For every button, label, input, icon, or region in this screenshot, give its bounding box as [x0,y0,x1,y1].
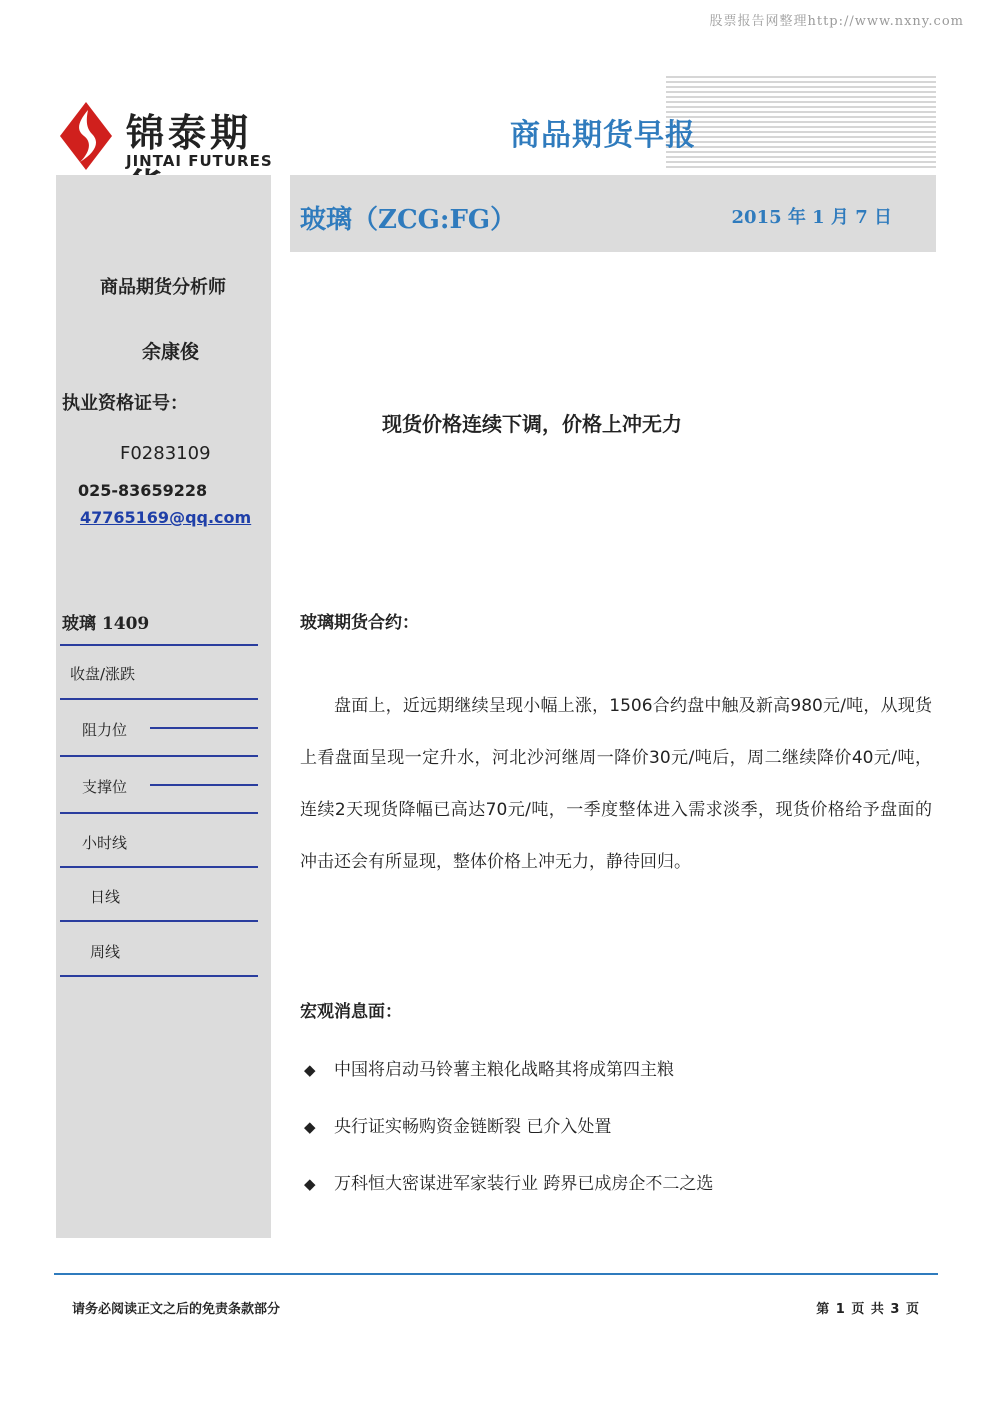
header-stripes [666,76,936,168]
report-title: 商品期货早报 [510,118,696,153]
analyst-name: 余康俊 [142,341,200,363]
divider-line [60,920,258,922]
email-link[interactable]: 47765169@qq.com [80,508,252,527]
diamond-bullet-icon: ◆ [304,1175,316,1193]
phone-number: 025-83659228 [78,481,208,500]
market-commentary: 盘面上，近远期继续呈现小幅上涨，1506合约盘中触及新高980元/吨，从现货上看盘面呈现一定升水，河北沙河继周一降价30元/吨后，周二继续降价40元/吨，连续2天现货降幅已高达70元/吨，一季度整体进入需求淡季，现货价格给予盘面的冲击还会有所显现，整体价格上冲无力，静待回归。 [300,696,932,872]
report-date: 2015 年 1 月 7 日 [731,207,892,228]
divider-line [60,812,258,814]
diamond-bullet-icon: ◆ [304,1118,316,1136]
divider-line [60,644,258,646]
news-text: 万科恒大密谋进军家装行业 跨界已成房企不二之选 [334,1174,714,1194]
row-hourly: 小时线 [82,834,128,852]
cert-number: F0283109 [120,443,211,464]
divider-line [60,698,258,700]
sidebar [56,175,271,1238]
cert-label: 执业资格证号： [62,393,188,414]
contract-label: 玻璃 1409 [62,614,150,634]
row-close-change: 收盘/涨跌 [70,665,136,683]
watermark: 股票报告网整理http://www.nxny.com [709,14,964,29]
headline: 现货价格连续下调，价格上冲无力 [382,412,682,436]
product-header [290,175,936,252]
analyst-label: 商品期货分析师 [100,277,226,298]
product-title: 玻璃（ZCG:FG） [300,205,517,235]
news-item [304,1112,611,1137]
row-support: 支撑位 [82,778,128,796]
logo-name-en: JINTAI FUTURES [126,152,273,170]
row-daily: 日线 [90,888,121,906]
company-logo [58,100,288,172]
footer-disclaimer: 请务必阅读正文之后的免责条款部分 [72,1302,281,1317]
news-item [304,1055,674,1080]
divider-line [60,755,258,757]
diamond-bullet-icon: ◆ [304,1061,316,1079]
row-weekly: 周线 [90,943,121,961]
page-number: 第 1 页 共 3 页 [816,1302,920,1317]
jintai-diamond-icon [58,100,114,172]
news-item [304,1169,713,1194]
section-heading-macro: 宏观消息面： [300,1002,402,1022]
divider-line [150,727,258,729]
divider-line [150,784,258,786]
news-text: 中国将启动马铃薯主粮化战略其将成第四主粮 [334,1060,674,1080]
divider-line [60,866,258,868]
footer-rule [54,1273,938,1275]
divider-line [60,975,258,977]
row-resistance: 阻力位 [82,721,128,739]
news-text: 央行证实畅购资金链断裂 已介入处置 [334,1117,612,1137]
section-heading-contract: 玻璃期货合约： [300,613,419,633]
logo-name-cn: 锦泰期 [126,111,253,155]
